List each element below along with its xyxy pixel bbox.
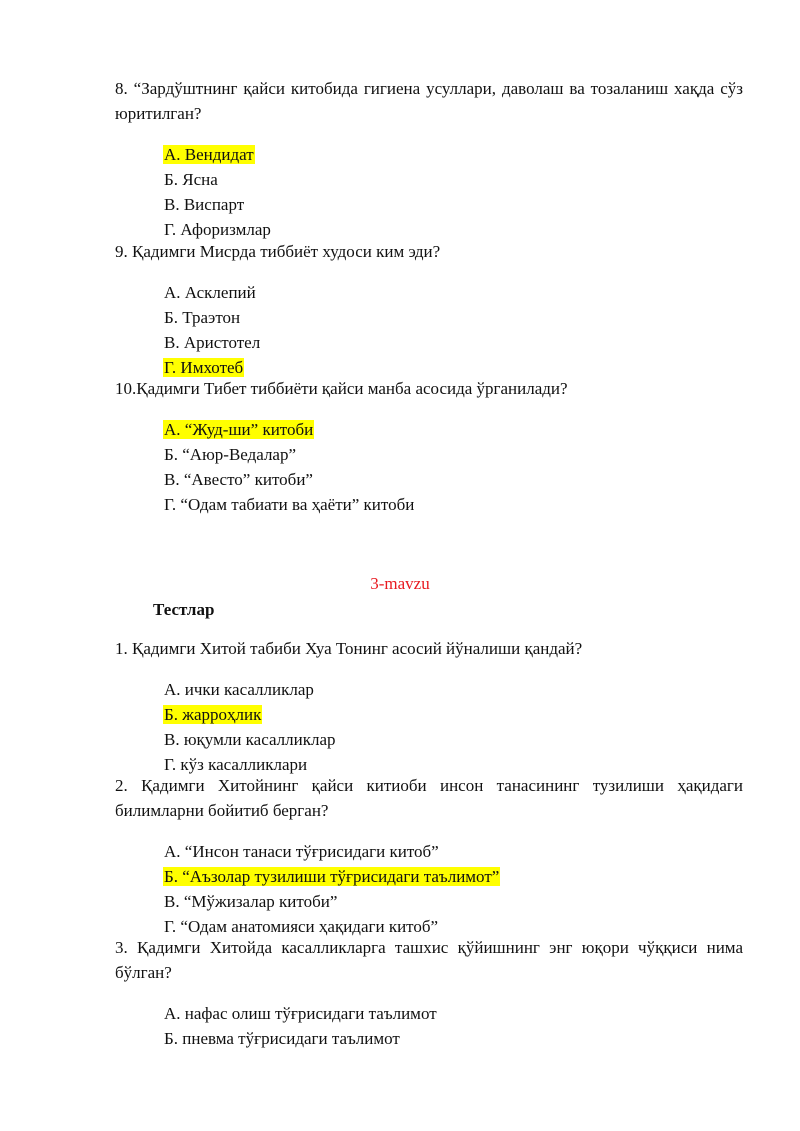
- question-block-t1: [115, 636, 743, 777]
- option-text: Б. пневма тўғрисидаги таълимот: [164, 1029, 400, 1048]
- tests-heading: Тестлар: [153, 600, 215, 619]
- answer-option: [115, 467, 743, 492]
- answer-option: [115, 677, 743, 702]
- question-text: 10.Қадимги Тибет тиббиёти қайси манба асосида ўрганилади?: [115, 379, 568, 398]
- answer-options: [115, 142, 743, 242]
- option-text: В. Виспарт: [164, 195, 245, 214]
- answer-option: [115, 839, 743, 864]
- question-text: 1. Қадимги Хитой табиби Хуа Тонинг асосий йўналиши қандай?: [115, 639, 583, 658]
- answer-option: [115, 330, 743, 355]
- topic-title: 3-mavzu: [370, 574, 430, 593]
- answer-options: [115, 280, 743, 380]
- answer-option: [115, 1001, 743, 1026]
- answer-option: [115, 192, 743, 217]
- option-text: В. “Авесто” китоби”: [164, 470, 313, 489]
- question-text: 9. Қадимги Мисрда тиббиёт худоси ким эди?: [115, 242, 441, 261]
- option-text: А. Вендидат: [164, 145, 254, 164]
- question-text: 3. Қадимги Хитойда касалликларга ташхис қўйишнинг энг юқори чўққиси нима бўлган?: [115, 938, 743, 982]
- option-text: В. Аристотел: [164, 333, 261, 352]
- option-text: Б. Ясна: [164, 170, 218, 189]
- answer-option-correct: [115, 702, 743, 727]
- answer-options: [115, 839, 743, 939]
- option-text: Г. “Одам табиати ва ҳаёти” китоби: [164, 495, 415, 514]
- option-text: Б. жарроҳлик: [164, 705, 262, 724]
- option-text: Б. “Аъзолар тузилиши тўғрисидаги таълимот”: [164, 867, 500, 886]
- option-text: Г. Афоризмлар: [164, 220, 271, 239]
- option-text: Г. Имхотеб: [164, 358, 244, 377]
- question-text: 2. Қадимги Хитойнинг қайси китиоби инсон танасининг тузилиши ҳақидаги билимларни бойитиб берган?: [115, 776, 743, 820]
- option-text: Г. “Одам анатомияси ҳақидаги китоб”: [164, 917, 439, 936]
- option-text: А. ички касалликлар: [164, 680, 314, 699]
- option-text: А. Асклепий: [164, 283, 256, 302]
- question-block-9: [115, 239, 743, 380]
- option-text: А. нафас олиш тўғрисидаги таълимот: [164, 1004, 437, 1023]
- answer-option: [115, 889, 743, 914]
- answer-options: [115, 1001, 743, 1051]
- answer-option: [115, 727, 743, 752]
- answer-option-correct: [115, 864, 743, 889]
- question-block-10: [115, 376, 743, 517]
- option-text: А. “Жуд-ши” китоби: [164, 420, 314, 439]
- option-text: В. “Мўжизалар китоби”: [164, 892, 338, 911]
- option-text: Г. кўз касалликлари: [164, 755, 308, 774]
- answer-option: [115, 492, 743, 517]
- option-text: В. юқумли касалликлар: [164, 730, 336, 749]
- answer-option-correct: [115, 417, 743, 442]
- option-text: Б. “Аюр-Ведалар”: [164, 445, 297, 464]
- answer-options: [115, 417, 743, 517]
- question-block-8: [115, 76, 743, 242]
- answer-option: [115, 442, 743, 467]
- option-text: Б. Траэтон: [164, 308, 241, 327]
- answer-option: [115, 280, 743, 305]
- answer-option: [115, 167, 743, 192]
- answer-option: [115, 305, 743, 330]
- answer-option-correct: [115, 142, 743, 167]
- answer-options: [115, 677, 743, 777]
- question-text: 8. “Зардўштнинг қайси китобида гигиена усуллари, даволаш ва тозаланиш хақда сўз юритилган?: [115, 79, 743, 123]
- option-text: А. “Инсон танаси тўғрисидаги китоб”: [164, 842, 439, 861]
- question-block-t3: [115, 935, 743, 1051]
- answer-option: [115, 1026, 743, 1051]
- question-block-t2: [115, 773, 743, 939]
